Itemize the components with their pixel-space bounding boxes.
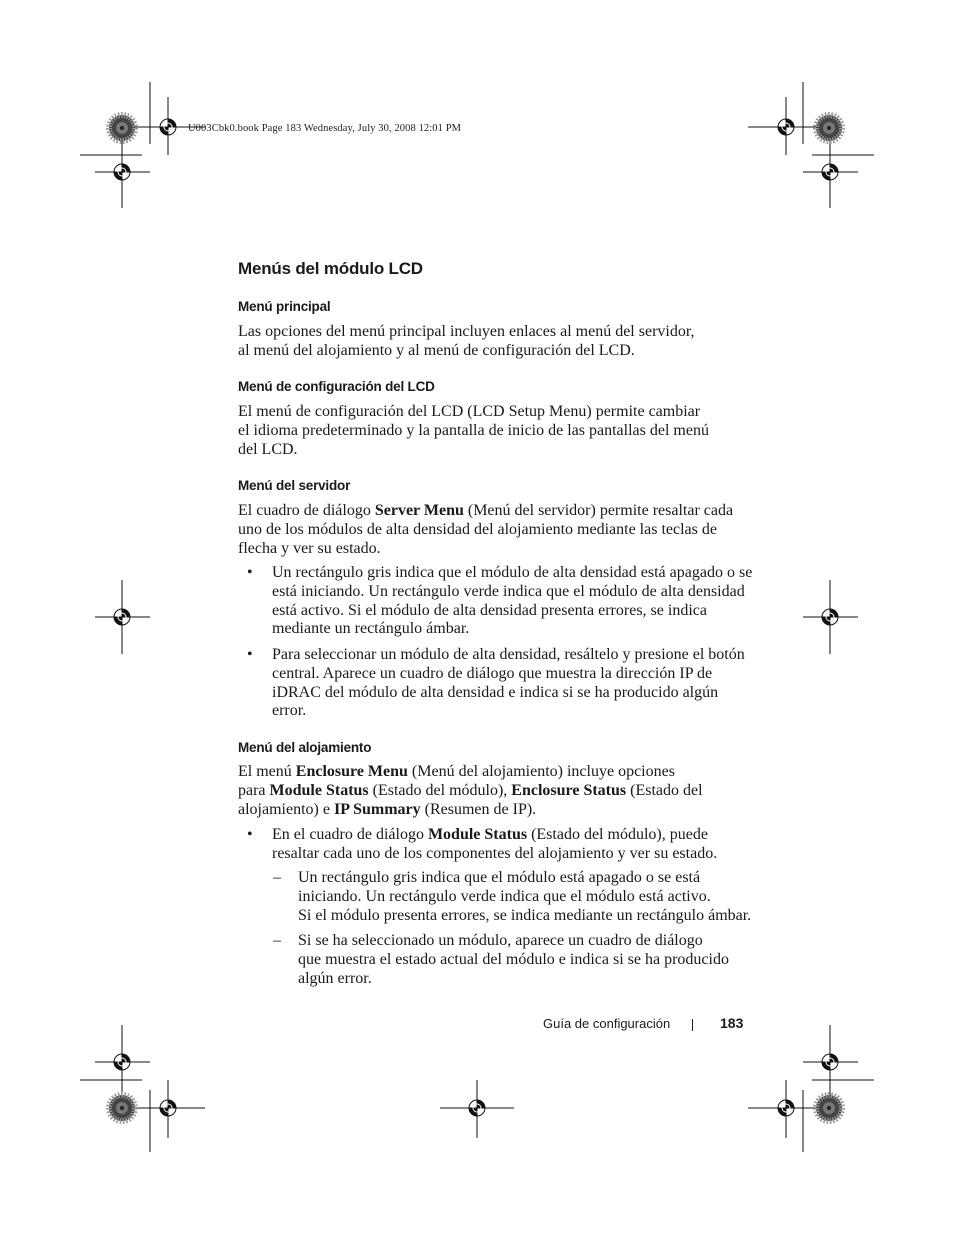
text-line: está iniciando. Un rectángulo verde indica que el módulo de alta densidad <box>272 582 745 600</box>
ui-term: Enclosure Status <box>511 781 627 799</box>
text-line: Si se ha seleccionado un módulo, aparece un cuadro de diálogo <box>298 932 703 949</box>
text-line: del LCD. <box>238 440 298 458</box>
print-header: U003Cbk0.book Page 183 Wednesday, July 30, 2008 12:01 PM <box>188 123 462 134</box>
text-run: para <box>238 781 270 799</box>
registration-mark-top-right <box>748 82 874 208</box>
dash-item <box>298 869 758 925</box>
heading-server-menu: Menú del servidor <box>238 478 351 493</box>
text-line <box>238 502 758 521</box>
text-line <box>238 763 758 782</box>
text-line: central. Aparece un cuadro de diálogo que muestra la dirección IP de <box>272 664 713 682</box>
text-line: está activo. Si el módulo de alta densidad presenta errores, se indica <box>272 601 707 619</box>
ui-term: Module Status <box>269 781 369 799</box>
text-line: Si el módulo presenta errores, se indica mediante un rectángulo ámbar. <box>298 906 752 924</box>
text-line <box>238 801 758 820</box>
text-run: alojamiento) e <box>238 800 334 818</box>
footer-guide-label: Guía de configuración <box>543 1016 671 1031</box>
ui-term: Module Status <box>427 826 528 843</box>
text-line: resaltar cada uno de los componentes del alojamiento y ver su estado. <box>272 844 718 862</box>
paragraph-server-menu <box>238 502 758 558</box>
heading-lcd-setup: Menú de configuración del LCD <box>238 379 435 394</box>
text-line: iniciando. Un rectángulo verde indica que el módulo está activo. <box>298 887 711 905</box>
text-run: En el cuadro de diálogo <box>272 826 428 843</box>
paragraph-main-menu <box>238 323 758 361</box>
text-run: El cuadro de diálogo <box>238 502 375 519</box>
text-line: algún error. <box>298 969 372 987</box>
text-line: flecha y ver su estado. <box>238 539 381 557</box>
paragraph-lcd-setup <box>238 403 758 459</box>
text-line: mediante un rectángulo ámbar. <box>272 620 470 638</box>
text-line: iDRAC del módulo de alta densidad e indica si se ha producido algún <box>272 683 719 701</box>
registration-mark-bottom-center <box>440 1080 514 1138</box>
dash-mark: – <box>273 869 281 886</box>
bullet-item <box>272 646 752 721</box>
registration-mark-middle-left <box>95 580 150 654</box>
text-line: uno de los módulos de alta densidad del alojamiento mediante las teclas de <box>238 520 717 538</box>
ui-term: Server Menu <box>374 502 464 519</box>
text-line: Un rectángulo gris indica que el módulo de alta densidad está apagado o se <box>272 564 753 581</box>
text-line <box>272 826 752 845</box>
bullet-mark: • <box>247 826 253 843</box>
text-line: que muestra el estado actual del módulo e indica si se ha producido <box>298 950 729 968</box>
ui-term: Enclosure Menu <box>295 763 408 780</box>
bullet-item <box>272 564 752 639</box>
dash-mark: – <box>273 932 281 949</box>
bullet-item <box>272 826 752 864</box>
dash-item <box>298 932 758 988</box>
paragraph-enclosure-menu <box>238 763 758 819</box>
ui-term: IP Summary <box>333 800 421 818</box>
registration-mark-bottom-left <box>80 1025 205 1152</box>
text-run: (Estado del <box>626 781 703 799</box>
text-line: El menú de configuración del LCD (LCD Setup Menu) permite cambiar <box>238 403 701 420</box>
section-title: Menús del módulo LCD <box>238 259 423 278</box>
heading-main-menu: Menú principal <box>238 299 331 314</box>
text-run: (Resumen de IP). <box>420 800 537 818</box>
footer-separator <box>692 1019 693 1031</box>
text-run: (Estado del módulo), puede <box>527 826 708 843</box>
text-line: el idioma predeterminado y la pantalla de inicio de las pantallas del menú <box>238 421 709 439</box>
text-line <box>238 782 758 801</box>
page-number: 183 <box>720 1015 744 1031</box>
heading-enclosure-menu: Menú del alojamiento <box>238 740 372 755</box>
bullet-mark: • <box>247 646 253 663</box>
bullet-mark: • <box>247 564 253 581</box>
registration-mark-bottom-right <box>748 1025 874 1152</box>
text-line: error. <box>272 702 307 720</box>
registration-mark-middle-right <box>803 580 858 654</box>
text-run: (Menú del servidor) permite resaltar cada <box>463 502 734 519</box>
registration-mark-top-left <box>80 82 205 208</box>
text-line: al menú del alojamiento y al menú de configuración del LCD. <box>238 341 635 359</box>
text-line: Para seleccionar un módulo de alta densidad, resáltelo y presione el botón <box>272 646 745 663</box>
text-run: (Menú del alojamiento) incluye opciones <box>407 763 675 780</box>
text-line: Las opciones del menú principal incluyen enlaces al menú del servidor, <box>238 323 695 340</box>
text-run: El menú <box>238 763 296 780</box>
text-line: Un rectángulo gris indica que el módulo está apagado o se está <box>298 869 701 886</box>
text-run: (Estado del módulo), <box>368 781 512 799</box>
